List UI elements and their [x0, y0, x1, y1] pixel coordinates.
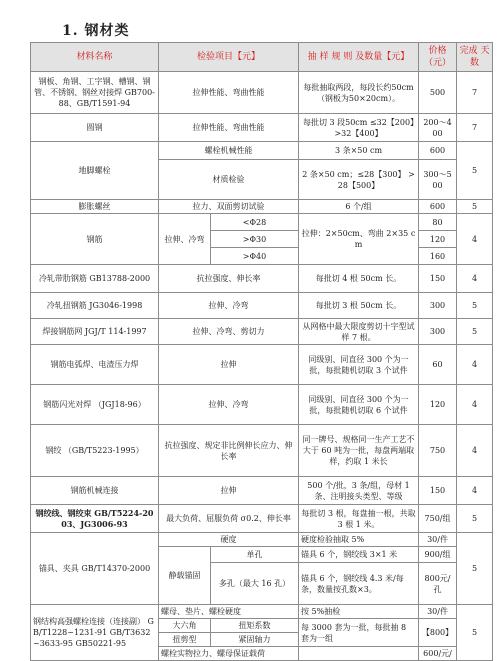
- price-cell: 750: [419, 425, 457, 477]
- sampling-rule: 500 个/批，3 条/组，母材 1 条、注明接头类型、等级: [299, 477, 419, 505]
- price-cell: 600: [419, 142, 457, 160]
- table-row: [31, 533, 493, 547]
- material-name: 钢筋机械连接: [31, 477, 159, 505]
- days-cell: 4: [457, 425, 493, 477]
- inspection-item: 拉伸: [159, 345, 299, 385]
- days-cell: 4: [457, 345, 493, 385]
- sampling-rule: 同级别、同直径 300 个为一批，每批随机切取 3 个试件: [299, 345, 419, 385]
- table-row: [31, 293, 493, 319]
- table-row: [31, 72, 493, 114]
- inspection-item: 拉伸、冷弯、剪切力: [159, 319, 299, 345]
- table-row: [31, 142, 493, 160]
- price-cell: 120: [419, 231, 457, 248]
- material-name: 焊接钢筋网 JGJ/T 114-1997: [31, 319, 159, 345]
- inspection-item: 静载锚固: [159, 547, 211, 605]
- material-name: 冷轧带肋钢筋 GB13788-2000: [31, 265, 159, 293]
- price-cell: 300: [419, 293, 457, 319]
- days-cell: 7: [457, 72, 493, 114]
- days-cell: 4: [457, 477, 493, 505]
- material-name: 钢筋: [31, 214, 159, 265]
- sampling-rule: 每批切 3 根，每盘抽一根，共取 3 根 1 米。: [299, 505, 419, 533]
- sampling-rule: 每批抽取两段，每段长约50cm（钢板为50×20cm）。: [299, 72, 419, 114]
- section-title: 1. 钢材类: [62, 23, 130, 39]
- sampling-rule: 从网格中最大限度剪切十字型试样 7 根。: [299, 319, 419, 345]
- material-name: 锚具、夹具 GB/T14370-2000: [31, 533, 159, 605]
- sampling-rule: 按 5%抽检: [299, 605, 419, 619]
- price-cell: 300: [419, 319, 457, 345]
- material-name: 钢筋闪光对焊 （JGJ18-96）: [31, 385, 159, 425]
- table-row: [31, 265, 493, 293]
- hole-type: 多孔（最大 16 孔）: [211, 563, 299, 605]
- sampling-rule: 硬度检验抽取 5%: [299, 533, 419, 547]
- days-cell: 5: [457, 533, 493, 605]
- price-cell: 500: [419, 72, 457, 114]
- price-cell: 30/件: [419, 533, 457, 547]
- inspection-item: 拉伸、冷弯: [159, 293, 299, 319]
- inspection-item: 螺母、垫片、螺栓硬度: [159, 605, 299, 619]
- header-material: 材料名称: [31, 43, 159, 72]
- inspection-item: 抗拉强度、规定非比例伸长应力、伸长率: [159, 425, 299, 477]
- sampling-rule: 同级别、同直径 300 个为一批，每批随机切取 6 个试件: [299, 385, 419, 425]
- sampling-rule: 拉伸：2×50cm、弯曲 2×35 cm: [299, 214, 419, 265]
- inspection-item: 拉伸: [159, 477, 299, 505]
- bolt-type: 扭剪型: [159, 633, 211, 647]
- rebar-size: >Φ40: [211, 248, 299, 265]
- bolt-type: 大六角: [159, 619, 211, 633]
- inspection-item: 拉伸、冷弯: [159, 214, 211, 265]
- sampling-rule: 2 条×50 cm；≤28【300】 >28【500】: [299, 160, 419, 200]
- material-name: 圆钢: [31, 114, 159, 142]
- days-cell: 4: [457, 385, 493, 425]
- days-cell: 5: [457, 319, 493, 345]
- steel-price-table: [30, 42, 493, 661]
- sampling-rule: 同一牌号、规格同一生产工艺不大于 60 吨为一批，每盘两端取样，约取 1 米长: [299, 425, 419, 477]
- header-row: [31, 43, 493, 72]
- price-cell: 120: [419, 385, 457, 425]
- sampling-rule: 每批切 3 根 50cm 长。: [299, 293, 419, 319]
- sampling-rule: 3 条×50 cm: [299, 142, 419, 160]
- inspection-item: 材质检验: [159, 160, 299, 200]
- inspection-item: 拉伸性能、弯曲性能: [159, 114, 299, 142]
- material-name: 钢绞线、钢绞束 GB/T5224-2003、JG3006-93: [31, 505, 159, 533]
- days-cell: 5: [457, 505, 493, 533]
- table-row: [31, 425, 493, 477]
- price-cell: 300～500: [419, 160, 457, 200]
- price-cell: 60: [419, 345, 457, 385]
- header-price: 价格 （元）: [419, 43, 457, 72]
- sampling-rule: 每批切 4 根 50cm 长。: [299, 265, 419, 293]
- inspection-item: 最大负荷、屈服负荷 σ0.2、伸长率: [159, 505, 299, 533]
- sampling-rule: 6 个/组: [299, 200, 419, 214]
- bolt-test: 紧固轴力: [211, 633, 299, 647]
- table-row: [31, 605, 493, 619]
- table-row: [31, 385, 493, 425]
- price-cell: 【800】: [419, 619, 457, 647]
- material-name: 钢绞 （GB/T5223-1995）: [31, 425, 159, 477]
- material-name: 地脚螺栓: [31, 142, 159, 200]
- inspection-item: 拉伸性能、弯曲性能: [159, 72, 299, 114]
- price-cell: 30/件: [419, 605, 457, 619]
- material-name: 钢筋电弧焊、电渣压力焊: [31, 345, 159, 385]
- sampling-rule: 每批切 3 段50cm ≤32【200】>32【400】: [299, 114, 419, 142]
- days-cell: 5: [457, 142, 493, 200]
- table-row: [31, 114, 493, 142]
- material-name: 冷轧扭钢筋 JG3046-1998: [31, 293, 159, 319]
- sampling-rule: 锚具 6 个，钢绞线 3×1 米: [299, 547, 419, 563]
- table-row: [31, 200, 493, 214]
- days-cell: 5: [457, 293, 493, 319]
- rebar-size: <Φ28: [211, 214, 299, 231]
- material-name: 钢结构高强螺栓连接（连接副） GB/T1228~1231-91 GB/T3632~3633-95 GB50221-95: [31, 605, 159, 661]
- header-inspection: 检验项目【元】: [159, 43, 299, 72]
- hole-type: 单孔: [211, 547, 299, 563]
- material-name: 膨胀螺丝: [31, 200, 159, 214]
- days-cell: 5: [457, 605, 493, 661]
- inspection-item: 硬度: [159, 533, 299, 547]
- inspection-item: 拉伸、冷弯: [159, 385, 299, 425]
- price-cell: 150: [419, 265, 457, 293]
- table-row: [31, 319, 493, 345]
- header-sampling: 抽 样 规 则 及数量【元】: [299, 43, 419, 72]
- price-cell: 80: [419, 214, 457, 231]
- bolt-test: 扭矩系数: [211, 619, 299, 633]
- table-row: [31, 345, 493, 385]
- material-name: 钢板、角钢、工字钢、槽钢、钢管、不锈钢、钢丝对接焊 GB700-88、GB/T1591-94: [31, 72, 159, 114]
- inspection-item: 抗拉强度、伸长率: [159, 265, 299, 293]
- sampling-rule: [299, 647, 419, 661]
- price-cell: 600/元/: [419, 647, 457, 661]
- price-cell: 800元/孔: [419, 563, 457, 605]
- days-cell: 4: [457, 265, 493, 293]
- price-cell: 750/组: [419, 505, 457, 533]
- inspection-item: 螺栓机械性能: [159, 142, 299, 160]
- inspection-item: 拉力、双面剪切试验: [159, 200, 299, 214]
- days-cell: 7: [457, 114, 493, 142]
- table-row: [31, 477, 493, 505]
- days-cell: 4: [457, 214, 493, 265]
- sampling-rule: 每 3000 套为一批，每批抽 8 套为一组: [299, 619, 419, 647]
- price-cell: 600: [419, 200, 457, 214]
- header-days: 完成 天数: [457, 43, 493, 72]
- price-cell: 200～400: [419, 114, 457, 142]
- table-row: [31, 505, 493, 533]
- sampling-rule: 锚具 6 个，钢绞线 4.3 米/每条，数量按孔数×3。: [299, 563, 419, 605]
- inspection-item: 螺栓实物拉力、螺母保证载荷: [159, 647, 299, 661]
- days-cell: 5: [457, 200, 493, 214]
- price-cell: 160: [419, 248, 457, 265]
- table-row: [31, 214, 493, 231]
- price-cell: 900/组: [419, 547, 457, 563]
- price-cell: 150: [419, 477, 457, 505]
- rebar-size: >Φ30: [211, 231, 299, 248]
